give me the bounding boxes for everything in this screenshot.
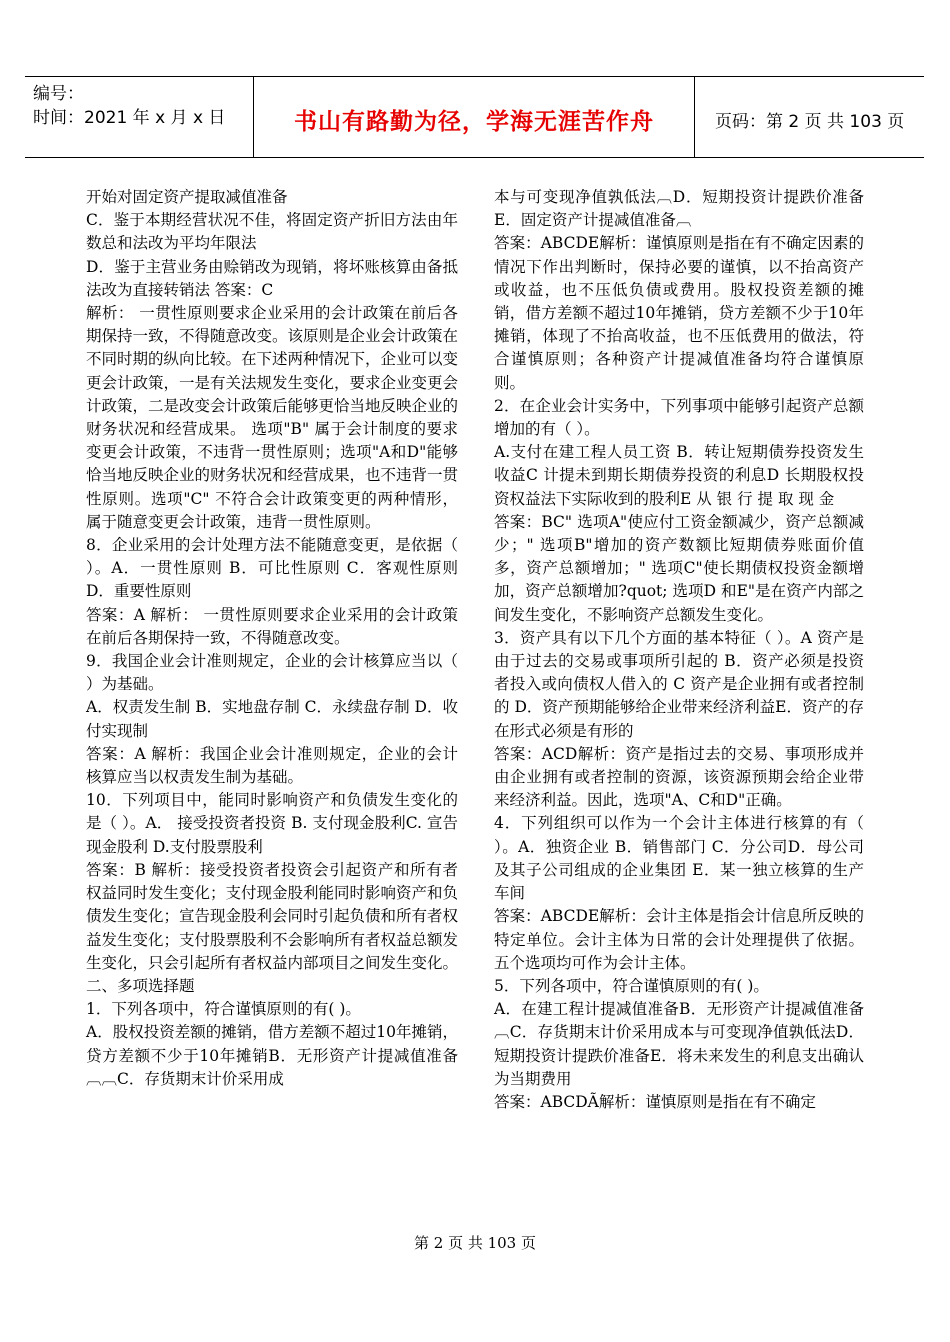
page-header: [25, 76, 924, 158]
header-page-info: 页码：第 2 页 共 103 页: [715, 112, 905, 132]
paragraph: 答案：ACD解析：资产是指过去的交易、事项形成并由企业拥有或者控制的资源，该资源预期会给企业带来经济利益。因此，选项"A、C和D"正确。: [494, 744, 864, 810]
right-column: [494, 186, 864, 1114]
paragraph: 5．下列各项中，符合谨慎原则的有( )。: [494, 976, 769, 995]
paragraph: 答案：ABCDE解析：谨慎原则是指在有不确定因素的情况下作出判断时，保持必要的谨慎，以不抬高资产或收益，也不压低负债或费用。股权投资差额的摊销，借方差额不超过10年摊销，贷方差额不少于10年摊销，体现了不抬高收益，也不压低费用的做法，符合谨慎原则；各种资产计提减值准备均符合谨慎原则。: [494, 234, 864, 392]
document-time-label: 时间：2021 年 x 月 x 日: [33, 108, 226, 128]
document-number-label: 编号：: [33, 84, 84, 104]
paragraph: 2．在企业会计实务中，下列事项中能够引起资产总额增加的有（ ）。: [494, 396, 864, 439]
paragraph: 本与可变现净值孰低法︹D．短期投资计提跌价准备E．固定资产计提减值准备︹: [494, 188, 864, 230]
section-heading: 二、多项选择题: [86, 976, 195, 995]
paragraph: A.支付在建工程人员工资 B．转让短期债券投资发生收益C 计提未到期长期债券投资的利息D 长期股权投资权益法下实际收到的股利E 从 银 行 提 取 现 金: [494, 443, 864, 508]
paragraph: 10．下列项目中，能同时影响资产和负债发生变化的是（ ）。A． 接受投资者投资 B. 支付现金股利C. 宣告现金股利 D.支付股票股利: [86, 791, 458, 856]
paragraph: 1．下列各项中，符合谨慎原则的有( )。: [86, 1000, 361, 1019]
paragraph: 9．我国企业会计准则规定，企业的会计核算应当以（ ）为基础。: [86, 652, 458, 694]
paragraph: 答案：ABCDÃ解析：谨慎原则是指在有不确定: [494, 1092, 816, 1111]
paragraph: 答案：A 解析： 一贯性原则要求企业采用的会计政策在前后各期保持一致，不得随意改变。: [86, 605, 458, 647]
paragraph: 答案：BC" 选项A"使应付工资金额减少，资产总额减少；" 选项B"增加的资产数额比短期债券账面价值多，资产总额增加；" 选项C"使长期债权投资金额增加，资产总额增加?quot; 选项D 和E"是在资产内部之间发生变化，不影响资产总额发生变化。: [494, 512, 864, 624]
page-footer: 第 2 页 共 103 页: [413, 1234, 536, 1252]
paragraph: 解析： 一贯性原则要求企业采用的会计政策在前后各期保持一致，不得随意改变。该原则是企业会计政策在不同时期的纵向比较。在下述两种情况下，企业可以变更会计政策，一是有关法规发生变化，要求企业变更会计政策，二是改变会计政策后能够更恰当地反映企业的财务状况和经营成果。 选项"B" 属于会计制度的要求变更会计政策，不违背一贯性原则；选项"A和D"能够恰当地反映企业的财务状况和经营成果，也不违背一贯性原则。选项"C" 不符合会计政策变更的两种情形，属于随意变更会计政策，违背一贯性原则。: [86, 304, 459, 531]
header-slogan-cell: [254, 77, 695, 157]
header-page-cell: [695, 77, 924, 157]
paragraph: D．鉴于主营业务由赊销改为现销，将坏账核算由备抵法改为直接转销法 答案：C: [86, 257, 458, 299]
paragraph: A．股权投资差额的摊销，借方差额不超过10年摊销，贷方差额不少于10年摊销B．无形资产计提减值准备︹︹C．存货期末计价采用成: [86, 1023, 458, 1088]
paragraph: 8．企业采用的会计处理方法不能随意变更，是依据（ ）。A．一贯性原则 B．可比性原则 C．客观性原则 D．重要性原则: [86, 536, 458, 601]
paragraph: A．在建工程计提减值准备B．无形资产计提减值准备︹C．存货期末计价采用成本与可变现净值孰低法D．短期投资计提跌价准备E．将未来发生的利息支出确认为当期费用: [494, 1000, 864, 1088]
paragraph: 开始对固定资产提取减值准备: [86, 188, 288, 206]
paragraph: 4．下列组织可以作为一个会计主体进行核算的有（ ）。A．独资企业 B．销售部门 C．分公司D．母公司及其子公司组成的企业集团 E．某一独立核算的生产车间: [494, 814, 864, 903]
paragraph: 答案：A 解析：我国企业会计准则规定，企业的会计核算应当以权责发生制为基础。: [86, 744, 458, 787]
header-slogan: 书山有路勤为径，学海无涯苦作舟: [294, 109, 654, 135]
paragraph: 3．资产具有以下几个方面的基本特征（ ）。A 资产是由于过去的交易或事项所引起的 B．资产必须是投资者投入或向债权人借入的 C 资产是企业拥有或者控制的 D．资产预期能够给企业带来经济利益E．资产的存在形式必须是有形的: [494, 628, 864, 740]
paragraph: C．鉴于本期经营状况不佳，将固定资产折旧方法由年数总和法改为平均年限法: [86, 211, 458, 253]
paragraph: 答案：ABCDE解析：会计主体是指会计信息所反映的特定单位。会计主体为日常的会计处理提供了依据。 五个选项均可作为会计主体。: [494, 907, 864, 972]
paragraph: A．权责发生制 B．实地盘存制 C．永续盘存制 D．收付实现制: [86, 698, 458, 740]
paragraph: 答案：B 解析：接受投资者投资会引起资产和所有者权益同时发生变化；支付现金股利能同时影响资产和负债发生变化；宣告现金股利会同时引起负债和所有者权益发生变化；支付股票股利不会影响所有者权益总额发生变化，只会引起所有者权益内部项目之间发生变化。: [86, 860, 459, 972]
header-meta: [25, 77, 254, 157]
left-column: [86, 186, 458, 1091]
